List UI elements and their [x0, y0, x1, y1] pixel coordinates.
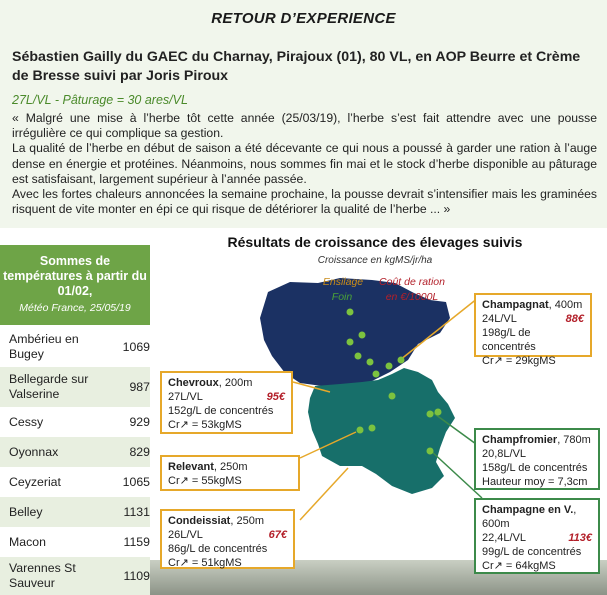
farm-growth: Cr↗ = 51kgMS — [168, 557, 242, 569]
farm-dot — [357, 427, 364, 434]
farm-altitude: , 250m — [230, 515, 264, 527]
temperature-value: 1109 — [123, 569, 150, 583]
page-title: RETOUR D’EXPERIENCE — [211, 10, 396, 27]
subline: 27L/VL - Pâturage = 30 ares/VL — [12, 93, 188, 107]
farm-yield: 22,4L/VL — [482, 532, 527, 544]
farm-box-chevroux — [160, 371, 293, 434]
farm-name: Condeissiat — [168, 515, 231, 527]
temperature-source: Météo France, 25/05/19 — [19, 302, 131, 314]
quote-paragraph: La qualité de l’herbe en début de saison a été décevante ce qui nous a poussé à garder une ration à l’auge dense en énergie et protéines. Néanmoins, nous sommes fin mai et le stock d’herbe disponible au pâturage est satisfaisant, largement supérieur à l’année passée. — [12, 141, 597, 186]
farm-altitude-line: 600m — [482, 518, 510, 530]
temperature-value: 929 — [129, 415, 150, 429]
map-south-region — [308, 368, 455, 494]
farm-yield: 26L/VL — [168, 529, 203, 541]
farm-yield: 27L/VL — [168, 391, 203, 403]
farm-altitude: , 400m — [548, 299, 583, 311]
temperature-value: 987 — [129, 380, 150, 394]
farm-dot — [367, 359, 374, 366]
place-name: Varennes St Sauveur — [9, 561, 76, 590]
farm-dot — [347, 309, 354, 316]
legend-cost-unit: en €/1000L — [385, 291, 439, 303]
temperature-value: 1069 — [122, 340, 150, 354]
farm-box-champagne-en-v — [474, 498, 600, 574]
legend-foin: Foin — [331, 291, 353, 303]
map-unit: Croissance en kgMS/jr/ha — [317, 255, 433, 266]
place-name: Bellegarde sur Valserine — [9, 372, 89, 401]
farm-altitude: , 200m — [218, 377, 253, 389]
farm-dot — [398, 357, 405, 364]
farm-dot — [359, 332, 366, 339]
legend-cost: Coût de ration — [379, 276, 445, 288]
temperature-heading: Sommes de températures à partir du 01/02, — [3, 254, 147, 298]
farm-name: Chevroux — [168, 377, 219, 389]
temperature-value: 1159 — [123, 535, 150, 549]
farm-box-relevant — [160, 455, 300, 491]
farm-cost: 67€ — [268, 529, 287, 541]
farm-cost: 95€ — [266, 391, 285, 403]
farm-altitude: , 780m — [557, 434, 591, 446]
farm-growth: Cr↗ = 64kgMS — [482, 560, 556, 572]
quote-paragraph: Avec les fortes chaleurs annoncées la semaine prochaine, la pousse devrait s’intensifier mais les graminées risquent de vite monter en épi ce qui risque de détériorer la qualité de l’herbe ... » — [12, 187, 597, 217]
farm-box-champfromier — [474, 428, 600, 490]
farm-name: Relevant — [168, 461, 214, 473]
farm-cost: 113€ — [568, 532, 592, 544]
place-name: Macon — [9, 534, 46, 549]
farm-concentrates: 99g/L de concentrés — [482, 546, 582, 558]
farm-name: Champagnat — [482, 299, 549, 311]
legend-ensilage: Ensilage — [322, 276, 364, 288]
farm-cost: 88€ — [565, 313, 584, 325]
farm-concentrates: 198g/L de concentrés — [482, 327, 536, 353]
headline: Sébastien Gailly du GAEC du Charnay, Pirajoux (01), 80 VL, en AOP Beurre et Crème de Bresse suivi par Joris Piroux — [12, 49, 581, 84]
place-name: Ceyzeriat — [9, 474, 61, 489]
farm-growth: Cr↗ = 53kgMS — [168, 419, 242, 431]
farm-height: Hauteur moy = 7,3cm — [482, 476, 588, 488]
farm-concentrates: 152g/L de concentrés — [168, 405, 274, 417]
place-name: Belley — [9, 504, 43, 519]
farm-name: Champagne en V. — [482, 504, 574, 516]
farm-name: Champfromier — [482, 434, 558, 446]
place-name: Cessy — [9, 414, 44, 429]
place-name: Ambérieu en Bugey — [9, 332, 79, 361]
leader-line — [300, 468, 348, 520]
farm-growth: Cr↗ = 55kgMS — [168, 475, 242, 487]
farm-concentrates: 86g/L de concentrés — [168, 543, 268, 555]
farm-altitude: , 250m — [213, 461, 248, 473]
farm-altitude: , — [573, 504, 577, 516]
farm-yield: 20,8L/VL — [482, 448, 527, 460]
place-name: Oyonnax — [9, 444, 59, 459]
farm-box-condeissiat — [160, 509, 295, 569]
farm-box-champagnat — [474, 293, 592, 367]
temperature-value: 829 — [129, 445, 150, 459]
temperature-value: 1065 — [122, 475, 150, 489]
farm-dot — [427, 411, 434, 418]
farm-dot — [427, 448, 434, 455]
farm-dot — [347, 339, 354, 346]
farm-dot — [389, 393, 396, 400]
farm-dot — [435, 409, 442, 416]
farm-dot — [369, 425, 376, 432]
map-title: Résultats de croissance des élevages suivis — [227, 234, 523, 250]
temperature-value: 1131 — [123, 505, 150, 519]
farm-concentrates: 158g/L de concentrés — [482, 462, 588, 474]
quote-paragraph: « Malgré une mise à l’herbe tôt cette année (25/03/19), l’herbe s’est fait attendre avec une pousse irrégulière ce qui complique sa gestion. — [12, 111, 597, 141]
farm-dot — [386, 363, 393, 370]
farm-growth: Cr↗ = 29kgMS — [482, 355, 556, 367]
farm-yield: 24L/VL — [482, 313, 517, 325]
farm-dot — [373, 371, 380, 378]
farm-dot — [355, 353, 362, 360]
